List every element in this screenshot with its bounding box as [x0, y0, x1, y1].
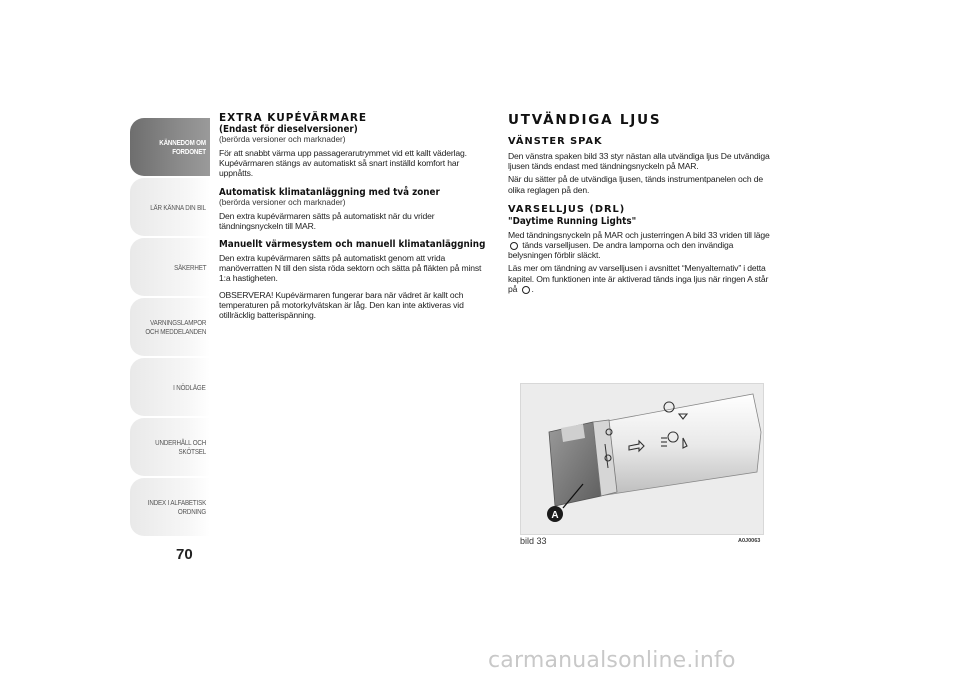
callout-a-label: A — [551, 510, 559, 521]
tab-index[interactable] — [130, 478, 210, 536]
text: Med tändningsnyckeln på MAR och justerringen A bild 33 vriden till läge — [508, 229, 770, 240]
left-column — [219, 112, 487, 320]
paragraph-menu — [508, 263, 778, 294]
chapter-tabs — [130, 118, 210, 538]
subheading-automatisk-klimat: Automatisk klimatanläggning med två zoner — [219, 186, 440, 198]
lamp-off-icon — [510, 242, 518, 250]
version-note: (berörda versioner och marknader) — [219, 197, 346, 207]
section-title-extra-kupevarmare: EXTRA KUPÉVÄRMARE — [219, 112, 368, 124]
tab-kannedom-om-fordonet[interactable] — [130, 118, 210, 176]
subheading-varselljus: VARSELLJUS (DRL) — [508, 203, 626, 215]
subheading-manuellt-varmesystem: Manuellt värmesystem och manuell klimatanläggning — [219, 239, 486, 251]
warning-paragraph: OBSERVERA! Kupévärmaren fungerar bara när vädret är kallt och temperaturen på motorkylvätskan är låg. Den kan inte aktiveras vid otillräcklig batterispänning. — [219, 289, 464, 321]
figure-left-stalk — [520, 383, 764, 535]
tab-label: VARNINGSLAMPOR OCH MEDDELANDEN — [145, 318, 206, 336]
version-note: (berörda versioner och marknader) — [219, 135, 346, 144]
lamp-off-icon — [522, 286, 530, 294]
tab-sakerhet[interactable] — [130, 238, 210, 296]
paragraph-drl — [508, 230, 778, 261]
paragraph: Den extra kupévärmaren sätts på automatiskt när du vrider tändningsnyckeln till MAR. — [219, 210, 435, 231]
tab-label: LÄR KÄNNA DIN BIL — [150, 202, 206, 212]
figure-code: A0J0063 — [738, 538, 761, 544]
tab-label: I NÖDLÄGE — [173, 382, 206, 392]
watermark-text: carmanualsonline.info — [488, 648, 736, 673]
paragraph: Den extra kupévärmaren sätts på automatiskt genom att vrida manöverratten N till den sista röda sektorn och sätta på fläkten på minst 1:a hastigheten. — [219, 253, 482, 284]
tab-underhall-och-skotsel[interactable] — [130, 418, 210, 476]
section-subtitle: (Endast för dieselversioner) — [219, 124, 358, 135]
paragraph: För att snabbt värma upp passagerarutrymmet vid ett kallt väderlag. Kupévärmaren stängs av automatiskt så snart inställd komfort har uppnåtts. — [219, 148, 467, 179]
text: . — [531, 283, 534, 294]
tab-lar-kanna-din-bil[interactable] — [130, 178, 210, 236]
section-title-utvandiga-ljus: UTVÄNDIGA LJUS — [508, 112, 662, 128]
text: Läs mer om tändning av varselljusen i avsnittet “Menyalternativ” i detta kapitel. Om funktionen inte är aktiverad tänds inga ljus när ringen A står på — [508, 263, 769, 294]
tab-varningslampor[interactable] — [130, 298, 210, 356]
tab-i-nodlage[interactable] — [130, 358, 210, 416]
right-column — [508, 112, 778, 294]
paragraph: Den vänstra spaken bild 33 styr nästan alla utvändiga ljus De utvändiga ljusen tänds endast med tändningsnyckeln på MAR. — [508, 151, 770, 172]
paragraph: När du sätter på de utvändiga ljusen, tänds instrumentpanelen och de olika reglagen på den. — [508, 174, 763, 195]
tab-label: KÄNNEDOM OM FORDONET — [159, 138, 206, 156]
tab-label: UNDERHÅLL OCH SKÖTSEL — [155, 438, 206, 456]
stalk-illustration — [521, 384, 764, 535]
tab-label: SÄKERHET — [173, 262, 206, 272]
page-number: 70 — [176, 546, 193, 563]
subheading-daytime-running-lights: "Daytime Running Lights" — [508, 215, 637, 227]
text: tänds varselljusen. De andra lamporna och den invändiga belysningen förblir släckt. — [508, 240, 734, 261]
figure-caption: bild 33 — [520, 536, 547, 546]
stalk-body — [591, 394, 761, 496]
subheading-vanster-spak: VÄNSTER SPAK — [508, 136, 603, 147]
tab-label: INDEX I ALFABETISK ORDNING — [147, 498, 206, 516]
